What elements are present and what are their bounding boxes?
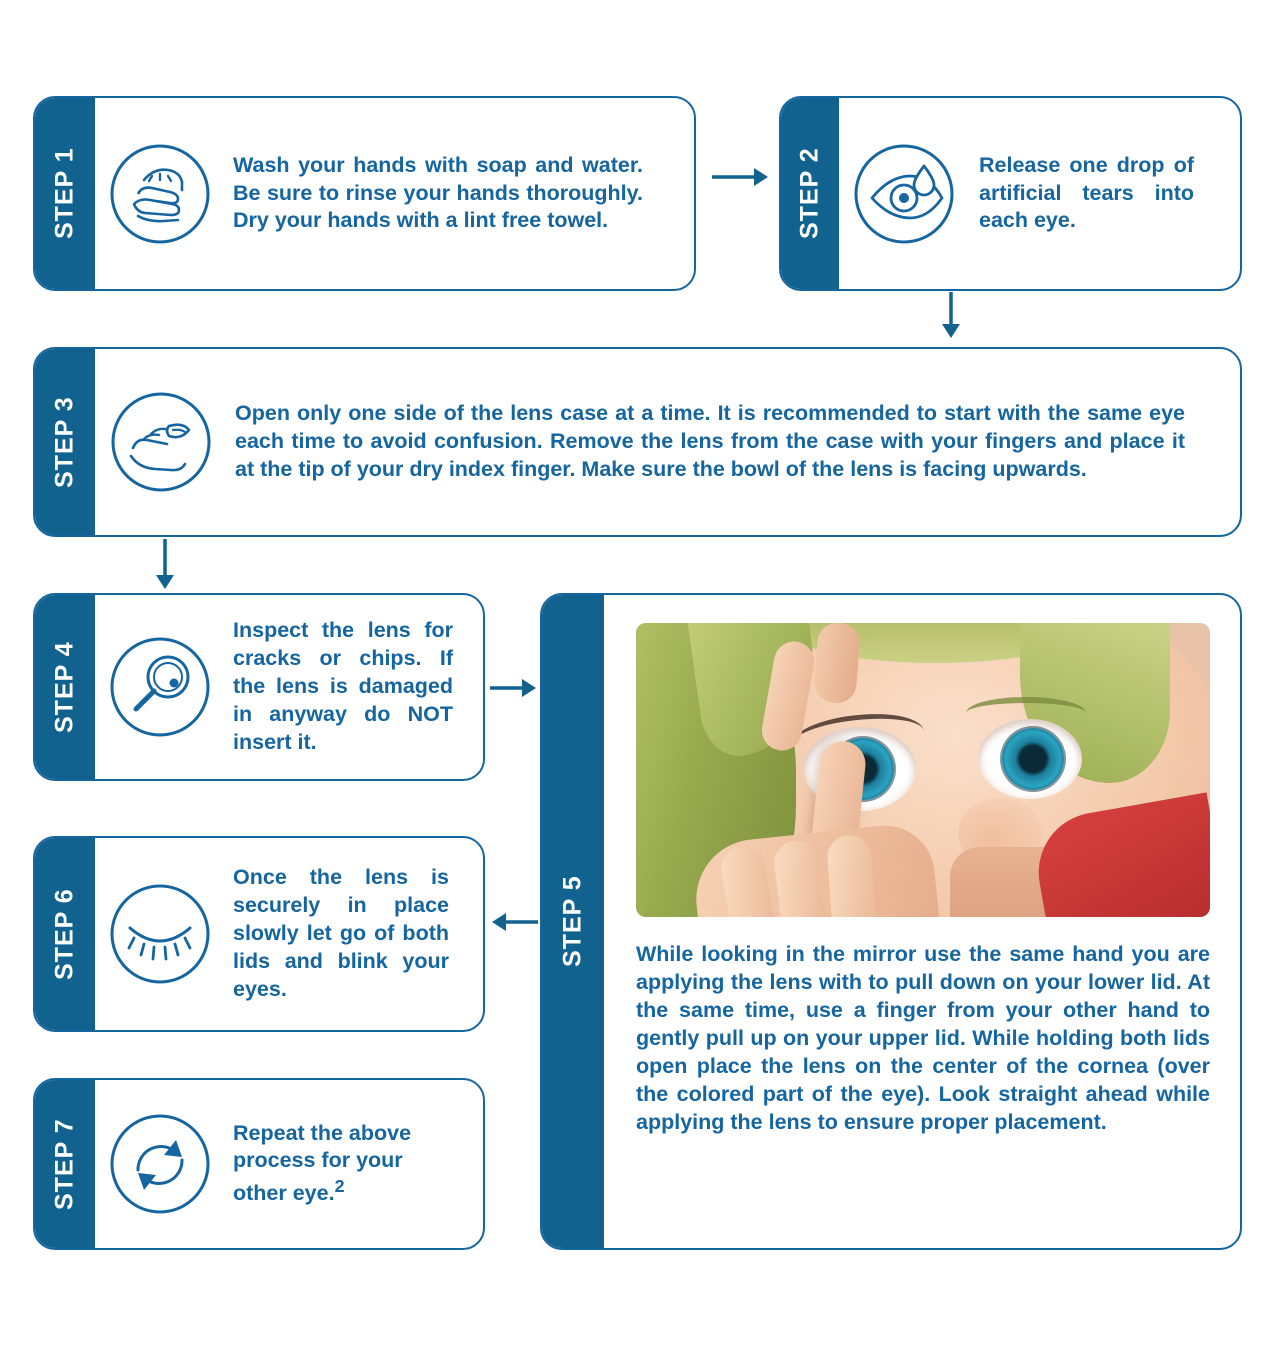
repeat-arrows-icon (95, 1112, 225, 1216)
arrow-step1-to-step2 (712, 164, 768, 190)
step-3-label: STEP 3 (35, 349, 95, 535)
closed-eye-icon (95, 882, 225, 986)
step-card-4 (33, 593, 485, 781)
step-3-text: Open only one side of the lens case at a time. It is recommended to start with the same eye each time to avoid confusion. Remove the lens from the case with your fingers and place it at the tip of your dry index finger. Make sure the bowl of the lens is facing upwards. (235, 401, 1185, 481)
step-6-label: STEP 6 (35, 838, 95, 1030)
step-card-2 (779, 96, 1242, 291)
step-card-5 (540, 593, 1242, 1250)
eye-drop-icon (839, 142, 969, 246)
step-card-6 (33, 836, 485, 1032)
step-2-text: Release one drop of artificial tears into each eye. (979, 152, 1194, 233)
step-3-body (95, 349, 1240, 535)
step-1-body (95, 98, 694, 289)
step-4-body (95, 595, 483, 779)
step-4-text: Inspect the lens for cracks or chips. If the lens is damaged in anyway do NOT insert it. (233, 618, 453, 754)
lens-on-hand-icon (95, 390, 227, 494)
step-7-text (233, 1120, 443, 1209)
step-card-3 (33, 347, 1242, 537)
step-1-label: STEP 1 (35, 98, 95, 289)
step-7-body (95, 1080, 483, 1248)
step-5-label: STEP 5 (542, 595, 604, 1248)
step-1-text: Wash your hands with soap and water. Be sure to rinse your hands thoroughly. Dry your hands with a lint free towel. (233, 152, 643, 233)
arrow-step5-to-step6 (492, 909, 538, 935)
arrow-step3-to-step4 (152, 539, 178, 589)
photo-girl-inserting-lens (636, 623, 1210, 917)
magnifier-lens-icon (95, 635, 225, 739)
step-4-label: STEP 4 (35, 595, 95, 779)
step-2-label: STEP 2 (781, 98, 839, 289)
step-7-footnote-marker: 2 (334, 1176, 345, 1197)
step-2-body (839, 98, 1240, 289)
arrow-step4-to-step5 (490, 675, 536, 701)
step-card-1 (33, 96, 696, 291)
step-7-text-body: Repeat the above process for your other eye. (233, 1120, 412, 1206)
step-6-body (95, 838, 483, 1030)
step-5-text: While looking in the mirror use the same hand you are applying the lens with to pull down on your lower lid. At the same time, use a finger from your other hand to gently pull up on your upper lid. While holding both lids open place the lens on the center of the cornea (over the colored part of the eye). Look straight ahead while applying the lens to ensure proper placement. (636, 942, 1210, 1134)
handwashing-icon (95, 142, 225, 246)
step-7-label: STEP 7 (35, 1080, 95, 1248)
step-card-7 (33, 1078, 485, 1250)
step-5-body (604, 595, 1240, 1248)
step-6-text: Once the lens is securely in place slowly let go of both lids and blink your eyes. (233, 865, 449, 1001)
arrow-step2-to-step3 (938, 292, 964, 338)
